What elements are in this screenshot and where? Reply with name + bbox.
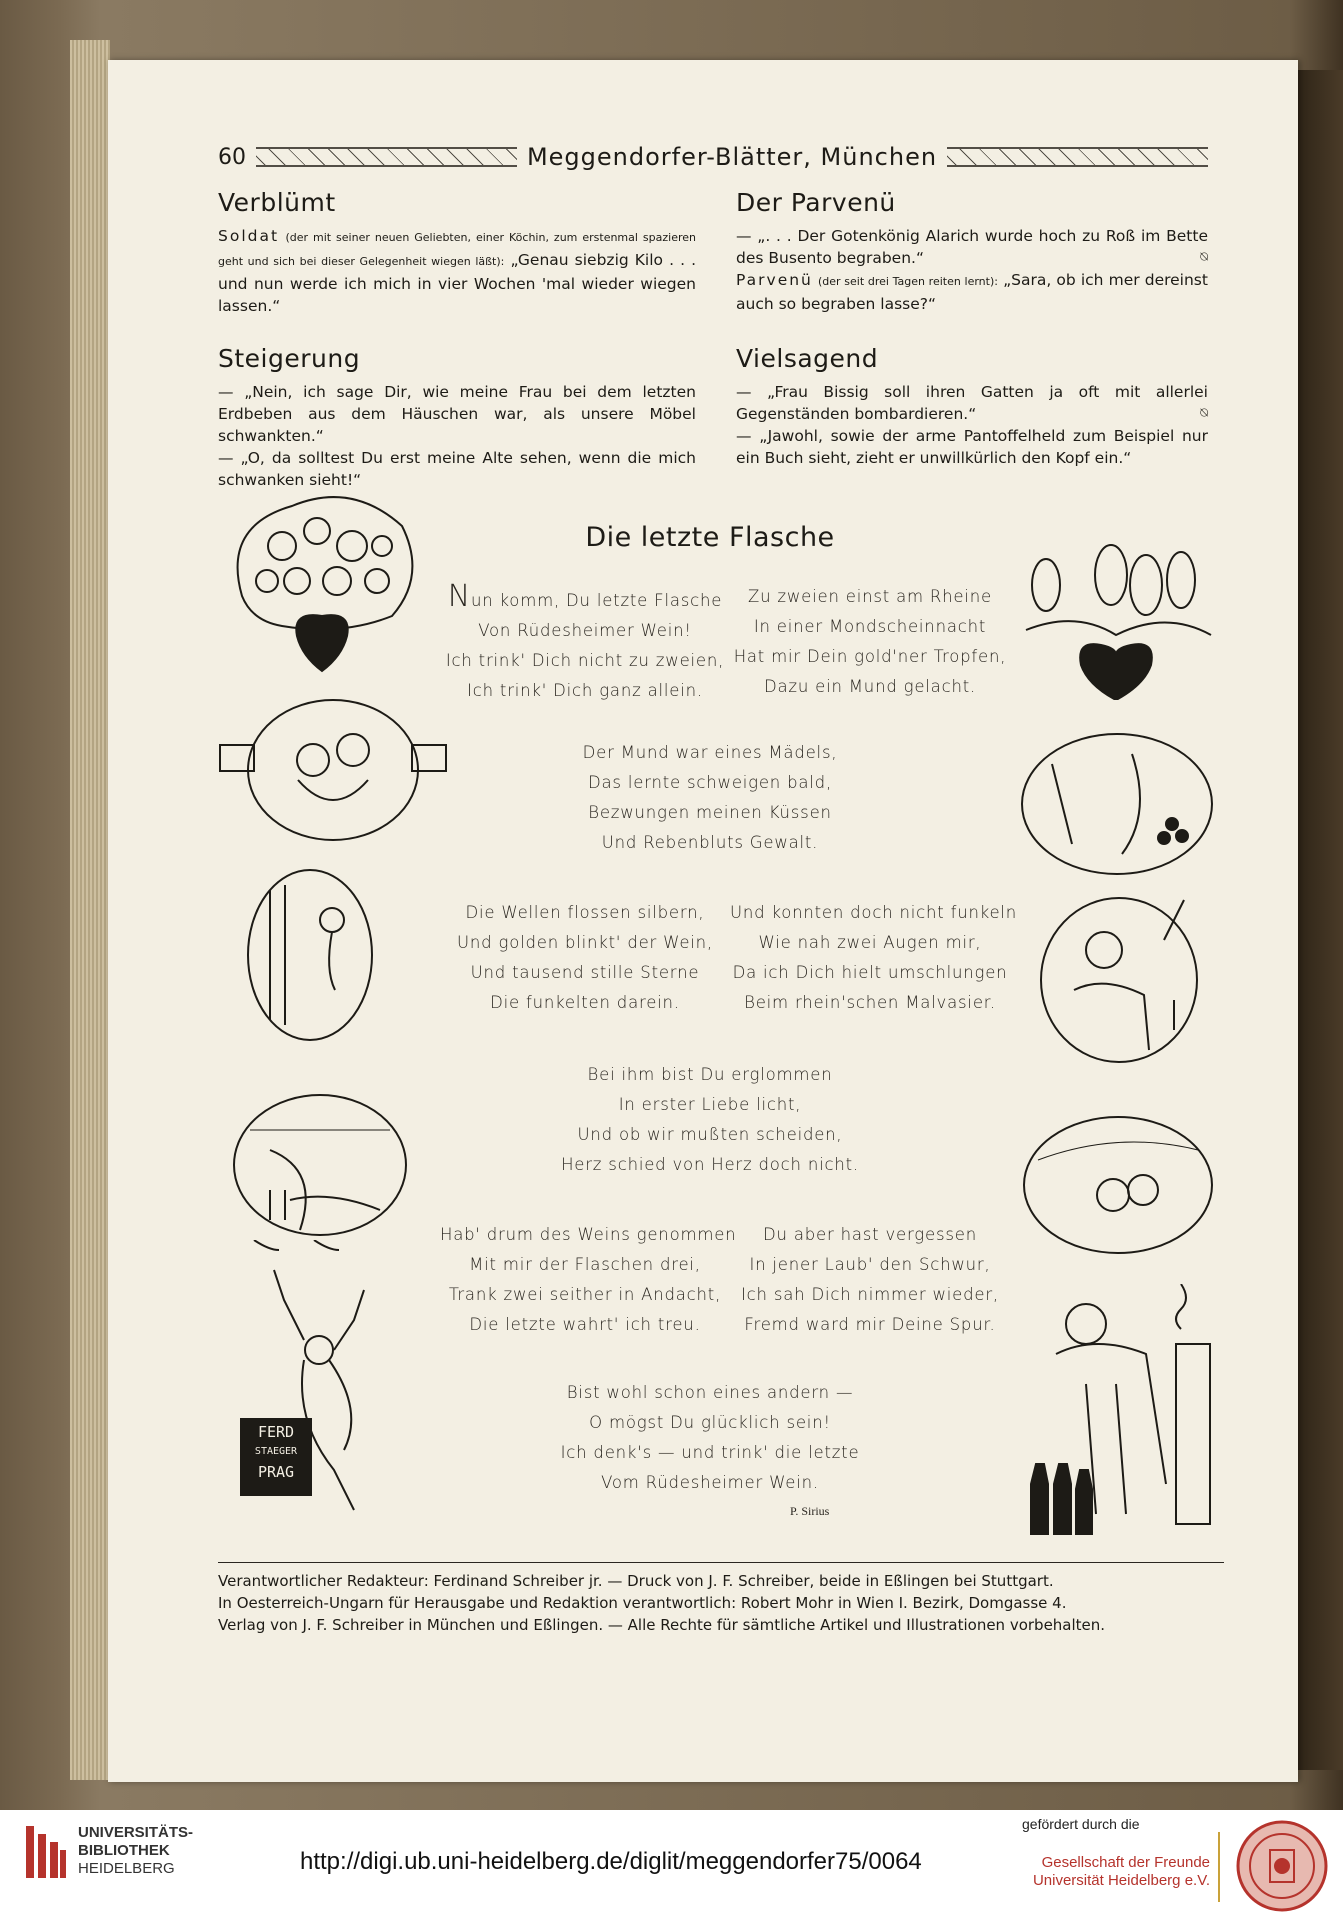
header-ornament-left <box>256 147 517 167</box>
poem-line: Und Rebenbluts Gewalt. <box>601 833 819 852</box>
imprint-line-3: Verlag von J. F. Schreiber in München und Eßlingen. — Alle Rechte für sämtliche Artikel und Illustrationen vorbehalten. <box>218 1616 1106 1634</box>
dialogue-1: — „Nein, ich sage Dir, wie meine Frau bei dem letzten Erdbeben aus dem Häuschen war, als unsere Möbel schwankten.“ <box>218 383 696 445</box>
header-ornament-right <box>947 147 1208 167</box>
digital-library-bar <box>0 1810 1343 1914</box>
poem-line: Nun komm, Du letzte Flasche <box>447 579 723 614</box>
rose-bouquet-illustration <box>222 486 422 676</box>
dialogue-2: „Sara, ob ich mer dereinst auch so begraben lasse?“ <box>736 271 1208 313</box>
poem-line: Die Wellen flossen silbern, <box>465 903 705 922</box>
imprint <box>218 1570 1224 1636</box>
poem-line: Mit mir der Flaschen drei, <box>469 1255 701 1274</box>
article-title: Der Parvenü <box>736 188 896 217</box>
divider <box>1218 1832 1220 1902</box>
drinking-man-bottles-illustration <box>1026 1284 1216 1544</box>
dialogue-2: — „Jawohl, sowie der arme Pantoffelheld zum Beispiel nur ein Buch sieht, zieht er unwillkürlich den Kopf ein.“ <box>736 427 1208 467</box>
stage-note: (der seit drei Tagen reiten lernt): <box>818 275 998 288</box>
poem-stanza-1 <box>440 579 730 706</box>
poem-author: P. Sirius <box>790 1504 830 1518</box>
poem-line: Trank zwei seither in Andacht, <box>448 1285 722 1304</box>
poem-stanza-6 <box>560 1060 860 1180</box>
article-vielsagend <box>736 344 1208 469</box>
footer-rule <box>218 1562 1224 1563</box>
article-verbluemt <box>218 188 696 317</box>
library-name[interactable]: UNIVERSITÄTS- BIBLIOTHEK HEIDELBERG <box>78 1824 194 1877</box>
poem-line: O mögst Du glücklich sein! <box>589 1413 831 1432</box>
book-page-edges <box>70 40 110 1780</box>
poem-line: Von Rüdesheimer Wein! <box>478 621 692 640</box>
poem-line: Vom Rüdesheimer Wein. <box>601 1473 819 1492</box>
article-steigerung <box>218 344 696 491</box>
poem-stanza-9 <box>560 1378 860 1498</box>
imprint-line-2: In Oesterreich-Ungarn für Herausgabe und Redaktion verantwortlich: Robert Mohr in Wien I. Bezirk, Domgasse 4. <box>218 1594 1067 1612</box>
poem-line: Das lernte schweigen bald, <box>587 773 832 792</box>
poem-line: In jener Laub' den Schwur, <box>749 1255 991 1274</box>
poem-line: Fremd ward mir Deine Spur. <box>744 1315 996 1334</box>
article-body <box>218 381 696 491</box>
poem-line: Zu zweien einst am Rheine <box>748 587 992 606</box>
poem-line: Der Mund war eines Mädels, <box>582 743 838 762</box>
man-with-wine-illustration <box>1034 880 1214 1070</box>
poem-line: Bezwungen meinen Küssen <box>588 803 832 822</box>
dialogue-2: — „O, da solltest Du erst meine Alte sehen, wenn die mich schwanken sieht!“ <box>218 449 696 489</box>
poem-line: Beim rhein'schen Malvasier. <box>744 993 996 1012</box>
vineyard-medallion-illustration <box>1012 724 1222 884</box>
poem-stanza-4 <box>440 898 730 1018</box>
stage-note: (der mit seiner neuen Geliebten, einer Köchin, zum erstenmal spazieren geht und sich bei dieser Gelegenheit wiegen läßt): <box>218 231 696 268</box>
article-title: Verblümt <box>218 188 336 217</box>
dialogue-1: — „. . . Der Gotenkönig Alarich wurde hoch zu Roß im Bette des Busento begraben.“ <box>736 227 1208 267</box>
society-name[interactable]: Gesellschaft der Freunde Universität Heidelberg e.V. <box>1032 1854 1210 1889</box>
drop-cap: N <box>447 579 471 614</box>
magazine-title: Meggendorfer-Blätter, München <box>526 143 938 171</box>
poem-line: Die letzte wahrt' ich treu. <box>469 1315 701 1334</box>
poem-line: Herz schied von Herz doch nicht. <box>561 1155 859 1174</box>
moonlit-river-illustration <box>230 1090 410 1240</box>
poem-line: Und ob wir mußten scheiden, <box>577 1125 843 1144</box>
article-title: Vielsagend <box>736 344 879 373</box>
signature-mark-icon: ⍉ <box>1200 406 1208 421</box>
poem-line: Dazu ein Mund gelacht. <box>763 677 977 696</box>
poem-line: Wie nah zwei Augen mir, <box>758 933 982 952</box>
poem-line: Ich denk's — und trink' die letzte <box>560 1443 860 1462</box>
signature-mark-icon: ⍉ <box>1200 250 1208 265</box>
article-parvenue <box>736 188 1208 315</box>
permalink-url[interactable]: http://digi.ub.uni-heidelberg.de/diglit/meggendorfer75/0064 <box>300 1848 922 1875</box>
poem-line: Bist wohl schon eines andern — <box>566 1383 854 1402</box>
poem-line: Und golden blinkt' der Wein, <box>457 933 713 952</box>
cherub-door-illustration <box>240 860 380 1050</box>
poem-line: Hab' drum des Weins genommen <box>440 1225 737 1244</box>
poem-line: Und tausend stille Sterne <box>470 963 700 982</box>
poem-line: Bei ihm bist Du erglommen <box>587 1065 833 1084</box>
speaker: Soldat <box>218 227 280 245</box>
poem-line: Du aber hast vergessen <box>763 1225 977 1244</box>
article-title: Steigerung <box>218 344 361 373</box>
couple-medallion-illustration <box>218 690 458 850</box>
poem-line: Ich trink' Dich ganz allein. <box>467 681 703 700</box>
poem-line: Da ich Dich hielt umschlungen <box>732 963 1008 982</box>
page-number: 60 <box>218 144 246 170</box>
poem-stanza-2 <box>730 582 1010 702</box>
poem-line: Die funkelten darein. <box>490 993 680 1012</box>
ub-heidelberg-logo-icon[interactable] <box>26 1826 66 1878</box>
parrots-heart-illustration <box>1016 540 1216 700</box>
poem-line: Ich trink' Dich nicht zu zweien, <box>445 651 725 670</box>
poem-stanza-8 <box>730 1220 1010 1340</box>
university-seal-icon <box>1236 1820 1328 1912</box>
dialogue: „Genau siebzig Kilo . . . und nun werde ich mich in vier Wochen 'mal wieder wiegen lassen.“ <box>218 251 697 315</box>
poem-line: In einer Mondscheinnacht <box>753 617 987 636</box>
page-header <box>218 140 1208 174</box>
artist-signature-stamp: FERD STAEGER PRAG <box>240 1418 312 1496</box>
article-body <box>736 381 1208 469</box>
poem-line: Hat mir Dein gold'ner Tropfen, <box>733 647 1007 666</box>
speaker: Parvenü <box>736 271 813 289</box>
funded-by-label: gefördert durch die <box>1022 1816 1140 1832</box>
poem-line: In erster Liebe licht, <box>618 1095 802 1114</box>
article-body <box>218 225 696 317</box>
lovers-arbor-illustration <box>1018 1110 1218 1260</box>
book-spine-shadow <box>1296 70 1343 1770</box>
poem-line: Und konnten doch nicht funkeln <box>730 903 1018 922</box>
imprint-line-1: Verantwortlicher Redakteur: Ferdinand Schreiber jr. — Druck von J. F. Schreiber, beide in Eßlingen bei Stuttgart. <box>218 1572 1054 1590</box>
poem-line: Ich sah Dich nimmer wieder, <box>741 1285 999 1304</box>
dialogue-1: — „Frau Bissig soll ihren Gatten ja oft mit allerlei Gegenständen bombardieren.“ <box>736 383 1208 423</box>
poem-title: Die letzte Flasche <box>585 522 835 553</box>
poem-stanza-7 <box>440 1220 737 1340</box>
poem-stanza-3 <box>560 738 860 858</box>
poem-stanza-5 <box>730 898 1018 1018</box>
article-body <box>736 225 1208 315</box>
